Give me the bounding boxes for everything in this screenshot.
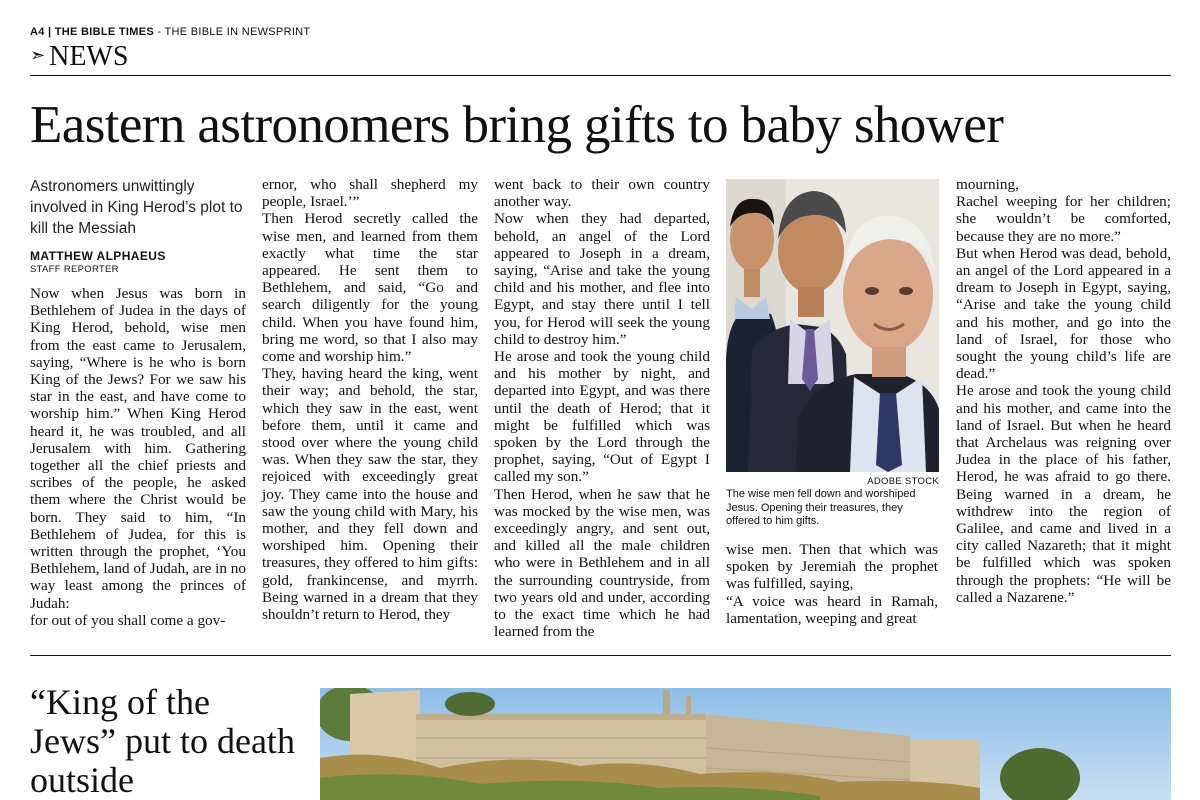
paragraph: Then Herod secretly called the wise men, and learned from them exactly what time the star appeared. He sent them to Bethlehem, and said, “Go and search diligently for the young child. When you have found him, bring me word, so that I also may come and worship him.” bbox=[262, 210, 478, 366]
paragraph: But when Herod was dead, behold, an angel of the Lord appeared in a dream to Joseph in Egypt, saying, “Arise and take the young child and his mother, and go into the land of Israel, for those who sought the young child’s life are dead.” bbox=[956, 244, 1171, 383]
paragraph: wise men. Then that which was spoken by Jeremiah the prophet was fulfilled, saying, bbox=[726, 541, 938, 593]
paragraph: Rachel weeping for her children; she wouldn’t be comforted, because they are no more.” bbox=[956, 193, 1171, 245]
paragraph: mourning, bbox=[956, 176, 1019, 193]
top-divider bbox=[30, 75, 1171, 76]
page-number: A4 bbox=[30, 26, 45, 38]
article-column-5 bbox=[956, 176, 1171, 631]
photo-credit: ADOBE STOCK bbox=[867, 476, 939, 487]
section-heading bbox=[30, 40, 128, 72]
photo-caption: The wise men fell down and worshiped Jesus. Opening their treasures, they offered to him gifts. bbox=[726, 488, 916, 527]
paragraph: for out of you shall come a gov- bbox=[30, 611, 226, 629]
second-article-photo bbox=[320, 688, 1171, 800]
article-headline: Eastern astronomers bring gifts to baby shower bbox=[30, 96, 1004, 154]
folio-line bbox=[30, 26, 310, 38]
section-name: NEWS bbox=[49, 41, 129, 72]
article-deck: Astronomers unwittingly involved in King Herod’s plot to kill the Messiah bbox=[30, 178, 243, 237]
paragraph: went back to their own country another way. bbox=[494, 176, 710, 211]
paragraph: ernor, who shall shepherd my people, Israel.’” bbox=[262, 176, 478, 211]
paragraph: Now when they had departed, behold, an angel of the Lord appeared to Joseph in a dream, saying, “Arise and take the young child and his mother, and flee into Egypt, and stay there until I tell you, for Herod will seek the young child to destroy him.” bbox=[494, 210, 710, 348]
article-column-3 bbox=[494, 176, 710, 641]
paragraph: Then Herod, when he saw that he was mocked by the wise men, was exceedingly angry, and sent out, and killed all the male children who were in Bethlehem and in all the surrounding countryside, from two years old and under, according to the exact time which he had learned from the bbox=[494, 485, 710, 641]
byline-author: MATTHEW ALPHAEUS bbox=[30, 249, 166, 263]
paragraph: They, having heard the king, went their way; and behold, the star, which they saw in the east, went before them, until it came and stood over where the young child was. When they saw the star, they rejoiced with exceedingly great joy. They came into the house and saw the young child with Mary, his mother, and they fell down and worshiped him. Opening their treasures, they offered to him gifts: gold, frankincense, and myrrh. Being warned in a dream that they shouldn’t return to Herod, they bbox=[262, 365, 478, 624]
paragraph: He arose and took the young child and his mother by night, and departed into Egypt, and was there until the death of Herod; that it might be fulfilled which was spoken by the Lord through the prophet, saying, “Out of Egypt I called my son.” bbox=[494, 348, 710, 486]
article-column-1 bbox=[30, 285, 246, 630]
paper-tagline: - THE BIBLE IN NEWSPRINT bbox=[157, 26, 311, 38]
arrow-icon: ➣ bbox=[30, 45, 46, 65]
byline-role: STAFF REPORTER bbox=[30, 264, 119, 275]
folio-divider: | bbox=[48, 26, 55, 38]
paper-name: THE BIBLE TIMES bbox=[54, 26, 154, 38]
wise-men-photo-graphic bbox=[726, 179, 939, 472]
paragraph: He arose and took the young child and his mother, and came into the land of Israel. But when he heard that Archelaus was reigning over Judea in the place of his father, Herod, he was afraid to go there. Being warned in a dream, he withdrew into the region of Galilee, and came and lived in a city called Nazareth; that it might be fulfilled which was spoken through the prophets: “He will be called a Nazarene.” bbox=[956, 382, 1171, 606]
paragraph: Now when Jesus was born in Bethlehem of Judea in the days of King Herod, behold, wise men from the east came to Jerusalem, saying, “Where is he who is born King of the Jews? For we saw his star in the east, and have come to worship him.” When King Herod heard it, he was troubled, and all Jerusalem with him. Gathering together all the chief priests and scribes of the people, he asked them where the Christ would be born. They said to him, “In Bethlehem of Judea, for this is written through the prophet, ‘You Bethlehem, land of Judah, are in no way least among the princes of Judah: bbox=[30, 285, 246, 612]
article-divider bbox=[30, 655, 1171, 656]
paragraph: “A voice was heard in Ramah, lamentation, weeping and great bbox=[726, 592, 938, 627]
article-column-4 bbox=[726, 541, 938, 631]
stone-wall-photo-graphic bbox=[320, 688, 1171, 800]
article-column-2 bbox=[262, 176, 478, 631]
second-article-headline: “King of the Jews” put to death outside bbox=[30, 682, 295, 800]
article-photo bbox=[726, 179, 939, 472]
